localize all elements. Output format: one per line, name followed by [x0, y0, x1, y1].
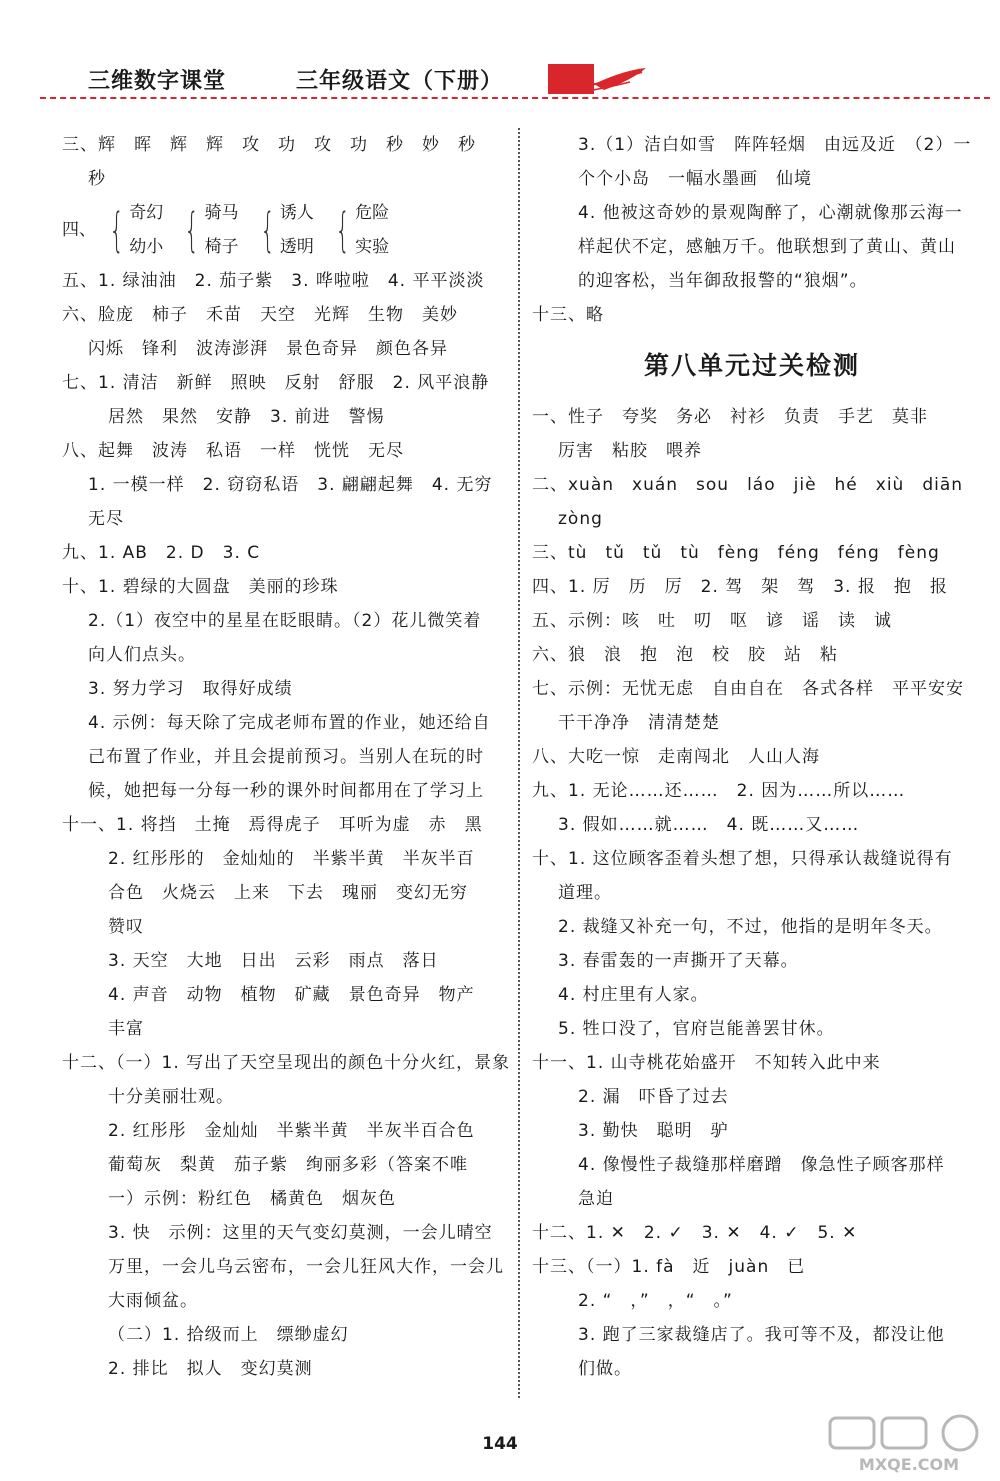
header-dashed-rule	[40, 97, 990, 99]
answer-line: 5. 牲口没了，官府岂能善罢甘休。	[558, 1019, 835, 1039]
answer-line: 二、xuàn xuán sou láo jiè hé xiù diān	[532, 475, 964, 495]
pair-word: 椅子	[204, 237, 239, 257]
answer-line: 3. 假如……就…… 4. 既……又……	[558, 815, 860, 835]
left-column	[62, 128, 511, 1386]
answer-line: 五、示例：咳 吐 叨 呕 谚 谣 读 诚	[532, 611, 892, 631]
answer-line: 一）示例：粉红色 橘黄色 烟灰色	[108, 1189, 396, 1209]
answer-line: 3. 春雷轰的一声撕开了天幕。	[558, 951, 799, 971]
answer-line: 葡萄灰 梨黄 茄子紫 绚丽多彩（答案不唯	[108, 1155, 468, 1175]
answer-line: 4. 声音 动物 植物 矿藏 景色奇异 物产	[108, 985, 475, 1005]
answer-line: 样起伏不定，感触万千。他联想到了黄山、黄山	[578, 237, 956, 257]
right-column	[532, 128, 972, 1386]
pair-word: 奇幻	[129, 203, 164, 223]
section-label: 四、	[62, 220, 96, 240]
answer-line: 闪烁 锋利 波涛澎湃 景色奇异 颜色各异	[88, 339, 448, 359]
word-pair	[102, 196, 163, 264]
page-header	[0, 0, 1000, 110]
answer-line: 厉害 粘胶 喂养	[558, 441, 702, 461]
answer-line: 四、1. 厉 历 厉 2. 驾 架 驾 3. 报 抱 报	[532, 577, 948, 597]
answer-line: zòng	[558, 509, 603, 529]
answer-line: 六、狼 浪 抱 泡 校 胶 站 粘	[532, 645, 838, 665]
pair-word: 危险	[355, 203, 390, 223]
answer-line: 的迎客松，当年御敌报警的“狼烟”。	[578, 271, 868, 291]
answer-line: 十三、略	[532, 305, 604, 325]
pair-word: 骑马	[204, 203, 239, 223]
answer-line: 大雨倾盆。	[108, 1291, 198, 1311]
answer-line: 候，她把每一分每一秒的课外时间都用在了学习上	[88, 781, 484, 801]
answer-line: 万里，一会儿乌云密布，一会儿狂风大作，一会儿	[108, 1257, 504, 1277]
answer-line: 3. 天空 大地 日出 云彩 雨点 落日	[108, 951, 439, 971]
watermark-logo-icon	[824, 1412, 994, 1476]
answer-line: 3.（1）洁白如雪 阵阵轻烟 由远及近 （2）一	[578, 135, 972, 155]
brace-icon: {	[335, 203, 350, 257]
answer-line: 七、示例：无忧无虑 自由自在 各式各样 平平安安	[532, 679, 964, 699]
answer-line: 道理。	[558, 883, 612, 903]
answer-line: 2. 漏 吓昏了过去	[578, 1087, 729, 1107]
answer-line: 三、辉 晖 辉 辉 攻 功 攻 功 秒 妙 秒	[62, 135, 476, 155]
answer-line: 无尽	[88, 509, 124, 529]
answer-line: 十一、1. 山寺桃花始盛开 不知转入此中来	[532, 1053, 881, 1073]
answer-line: 1. 一模一样 2. 窃窃私语 3. 翩翩起舞 4. 无穷	[88, 475, 493, 495]
answer-line: 3. 勤快 聪明 驴	[578, 1121, 729, 1141]
answer-line: 七、1. 清洁 新鲜 照映 反射 舒服 2. 风平浪静	[62, 373, 490, 393]
answer-line: 3. 跑了三家裁缝店了。我可等不及，都没让他	[578, 1325, 945, 1345]
answer-line: 2.（1）夜空中的星星在眨眼睛。（2）花儿微笑着	[88, 611, 482, 631]
answer-line: 2. 裁缝又补充一句，不过，他指的是明年冬天。	[558, 917, 943, 937]
answer-line: 4. 示例：每天除了完成老师布置的作业，她还给自	[88, 713, 491, 733]
answer-line: 十分美丽壮观。	[108, 1087, 234, 1107]
answer-line: 4. 他被这奇妙的景观陶醉了，心潮就像那云海一	[578, 203, 963, 223]
answer-line: 九、1. 无论……还…… 2. 因为……所以……	[532, 781, 906, 801]
answer-line: 3. 努力学习 取得好成绩	[88, 679, 293, 699]
answer-line: 2. 排比 拟人 变幻莫测	[108, 1359, 313, 1379]
section-4-pairs	[62, 196, 502, 264]
column-divider	[518, 128, 520, 1398]
answer-line: 十二、1. ✕ 2. ✓ 3. ✕ 4. ✓ 5. ✕	[532, 1223, 858, 1243]
answer-line: 八、大吃一惊 走南闯北 人山人海	[532, 747, 820, 767]
answer-line: 九、1. AB 2. D 3. C	[62, 543, 261, 563]
answer-line: 十、1. 碧绿的大圆盘 美丽的珍珠	[62, 577, 339, 597]
answer-line: 一、性子 夸奖 务必 衬衫 负责 手艺 莫非	[532, 407, 928, 427]
answer-line: 居然 果然 安静 3. 前进 警惕	[108, 407, 385, 427]
answer-line: 十二、（一）1. 写出了天空呈现出的颜色十分火红，景象	[62, 1053, 511, 1073]
unit-title: 第八单元过关检测	[643, 351, 860, 380]
answer-line: 2. “ ，” ，“ 。”	[578, 1291, 733, 1311]
answer-line: 2. 红彤彤 金灿灿 半紫半黄 半灰半百合色	[108, 1121, 475, 1141]
answer-line: 急迫	[578, 1189, 614, 1209]
brace-icon: {	[109, 203, 124, 257]
answer-line: 十、1. 这位顾客歪着头想了想，只得承认裁缝说得有	[532, 849, 953, 869]
answer-line: 们做。	[578, 1359, 632, 1379]
answer-line: 十三、（一）1. fà 近 juàn 已	[532, 1257, 806, 1277]
pair-word: 诱人	[279, 203, 314, 223]
answer-line: 秒	[88, 169, 106, 189]
series-title: 三维数字课堂	[88, 69, 227, 94]
book-title: 三年级语文（下册）	[296, 69, 504, 94]
answer-line: 五、1. 绿油油 2. 茄子紫 3. 哗啦啦 4. 平平淡淡	[62, 271, 485, 291]
answer-line: 3. 快 示例：这里的天气变幻莫测，一会儿晴空	[108, 1223, 493, 1243]
word-pair	[328, 196, 389, 264]
answer-line: 合色 火烧云 上来 下去 瑰丽 变幻无穷	[108, 883, 468, 903]
answer-line: 十一、1. 将挡 土掩 焉得虎子 耳听为虚 赤 黑	[62, 815, 483, 835]
page-number: 144	[482, 1434, 518, 1454]
answer-line: 丰富	[108, 1019, 144, 1039]
svg-text:MXQE.COM: MXQE.COM	[858, 1455, 960, 1474]
answer-line: 4. 像慢性子裁缝那样磨蹭 像急性子顾客那样	[578, 1155, 945, 1175]
answer-line: 干干净净 清清楚楚	[558, 713, 720, 733]
pair-word: 实验	[355, 237, 390, 257]
answer-line: 2. 红彤彤的 金灿灿的 半紫半黄 半灰半百	[108, 849, 475, 869]
answer-line: 己布置了作业，并且会提前预习。当别人在玩的时	[88, 747, 484, 767]
brace-icon: {	[259, 203, 275, 257]
rocket-logo-icon	[546, 62, 656, 102]
answer-line: 八、起舞 波涛 私语 一样 恍恍 无尽	[62, 441, 404, 461]
answer-line: 三、tù tǔ tǔ tù fèng féng féng fèng	[532, 543, 940, 563]
answer-line: 六、脸庞 柿子 禾苗 天空 光辉 生物 美妙	[62, 305, 458, 325]
word-pair	[177, 196, 238, 264]
answer-line: （二）1. 拾级而上 缥缈虚幻	[108, 1325, 349, 1345]
answer-line: 个个小岛 一幅水墨画 仙境	[578, 169, 812, 189]
word-pair	[253, 196, 314, 264]
pair-word: 幼小	[129, 237, 164, 257]
answer-line: 赞叹	[108, 917, 144, 937]
answer-line: 向人们点头。	[88, 645, 196, 665]
answer-line: 4. 村庄里有人家。	[558, 985, 709, 1005]
brace-icon: {	[184, 203, 200, 257]
pair-word: 透明	[279, 237, 314, 257]
